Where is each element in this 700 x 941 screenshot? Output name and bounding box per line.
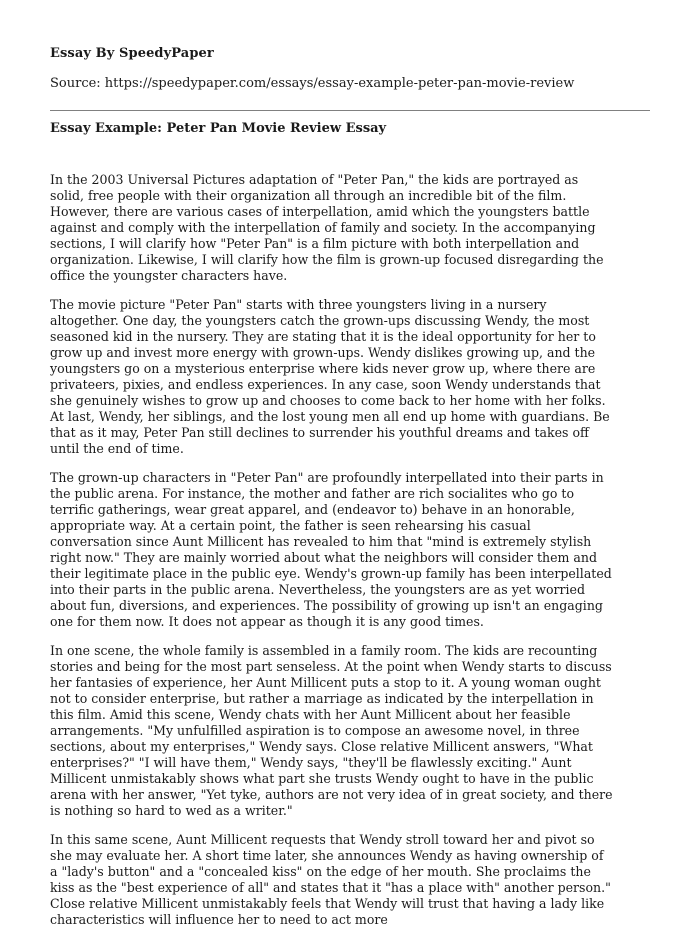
paragraph: In one scene, the whole family is assembled in a family room. The kids are recounting stories and being for the most part senseless. At the point when Wendy starts to discuss her fantasies of experience, her Aunt Millicent puts a stop to it. A young woman ought not to consider enterprise, but rather a marriage as indicated by the interpellation in this film. Amid this scene, Wendy chats with her Aunt Millicent about her feasible arrangements. "My unfulfilled aspiration is to compose an awesome novel, in three sections, about my enterprises," Wendy says. Close relative Millicent answers, "What enterprises?" "I will have them," Wendy says, "they'll be flawlessly exciting." Aunt Millicent unmistakably shows what part she trusts Wendy ought to have in the public arena with her answer, "Yet tyke, authors are not very idea of in great society, and there is nothing so hard to wed as a writer."	[50, 643, 613, 818]
essay-author-heading: Essay By SpeedyPaper	[50, 46, 214, 61]
divider	[50, 110, 650, 111]
source-line: Source: https://speedypaper.com/essays/essay-example-peter-pan-movie-review	[50, 76, 575, 91]
paragraph: The grown-up characters in "Peter Pan" are profoundly interpellated into their parts in the public arena. For instance, the mother and father are rich socialites who go to terrific gatherings, wear great apparel, and (endeavor to) behave in an honorable, appropriate way. At a certain point, the father is seen rehearsing his casual conversation since Aunt Millicent has revealed to him that "mind is extremely stylish right now." They are mainly worried about what the neighbors will consider them and their legitimate place in the public eye. Wendy's grown-up family has been interpellated into their parts in the public arena. Nevertheless, the youngsters are as yet worried about fun, diversions, and experiences. The possibility of growing up isn't an engaging one for them now. It does not appear as though it is any good times.	[50, 470, 612, 629]
paragraph: In the 2003 Universal Pictures adaptation of "Peter Pan," the kids are portrayed as solid, free people with their organization all through an incredible bit of the film. However, there are various cases of interpellation, amid which the youngsters battle against and comply with the interpellation of family and society. In the accompanying sections, I will clarify how "Peter Pan" is a film picture with both interpellation and organization. Likewise, I will clarify how the film is grown-up focused disregarding the office the youngster characters have.	[50, 172, 604, 283]
essay-title: Essay Example: Peter Pan Movie Review Essay	[50, 121, 387, 136]
paragraph: In this same scene, Aunt Millicent requests that Wendy stroll toward her and pivot so she may evaluate her. A short time later, she announces Wendy as having ownership of a "lady's button" and a "concealed kiss" on the edge of her mouth. She proclaims the kiss as the "best experience of all" and states that it "has a place with" another person." Close relative Millicent unmistakably feels that Wendy will trust that having a lady like characteristics will influence her to need to act more	[50, 832, 611, 927]
paragraph: The movie picture "Peter Pan" starts with three youngsters living in a nursery altogether. One day, the youngsters catch the grown-ups discussing Wendy, the most seasoned kid in the nursery. They are stating that it is the ideal opportunity for her to grow up and invest more energy with grown-ups. Wendy dislikes growing up, and the youngsters go on a mysterious enterprise where kids never grow up, where there are privateers, pixies, and endless experiences. In any case, soon Wendy understands that she genuinely wishes to grow up and chooses to come back to her home with her folks. At last, Wendy, her siblings, and the lost young men all end up home with guardians. Be that as it may, Peter Pan still declines to surrender his youthful dreams and takes off until the end of time.	[50, 297, 610, 456]
essay-body	[50, 172, 613, 941]
